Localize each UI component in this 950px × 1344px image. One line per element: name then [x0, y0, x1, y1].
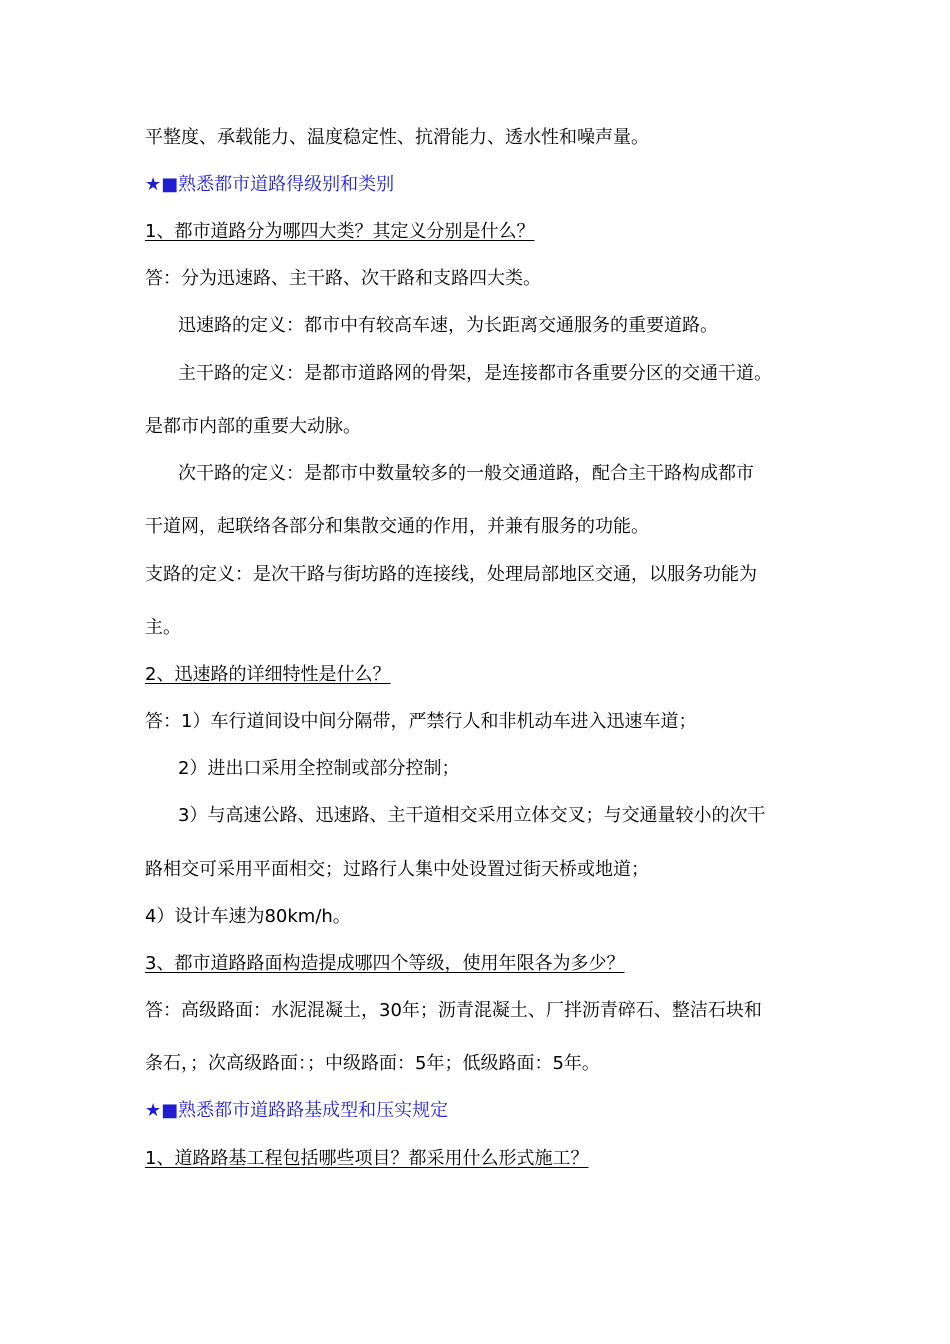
question-heading: 3、都市道路路面构造提成哪四个等级，使用年限各为多少？: [145, 953, 625, 974]
answer-text: 主。: [145, 617, 181, 638]
answer-text: 条石，；次高级路面：；中级路面：5年；低级路面：5年。: [145, 1053, 600, 1074]
question-heading: 1、道路路基工程包括哪些项目？都采用什么形式施工？: [145, 1148, 589, 1169]
answer-text: 答：1）车行道间设中间分隔带，严禁行人和非机动车进入迅速车道；: [145, 711, 697, 732]
answer-text: 3）与高速公路、迅速路、主干道相交采用立体交叉；与交通量较小的次干: [178, 805, 766, 826]
answer-text: 答：高级路面：水泥混凝土，30年；沥青混凝土、厂拌沥青碎石、整洁石块和: [145, 1000, 762, 1021]
answer-text: 2）进出口采用全控制或部分控制；: [178, 758, 460, 779]
answer-text: 路相交可采用平面相交；过路行人集中处设置过街天桥或地道；: [145, 859, 649, 880]
answer-text: 是都市内部的重要大动脉。: [145, 416, 361, 437]
answer-text: 次干路的定义：是都市中数量较多的一般交通道路，配合主干路构成都市: [178, 463, 754, 484]
question-heading: 1、都市道路分为哪四大类？其定义分别是什么？: [145, 221, 535, 242]
answer-text: 4）设计车速为80km/h。: [145, 906, 351, 927]
paragraph-text: 平整度、承载能力、温度稳定性、抗滑能力、透水性和噪声量。: [145, 127, 649, 148]
answer-text: 答：分为迅速路、主干路、次干路和支路四大类。: [145, 268, 541, 289]
section-heading: ★■熟悉都市道路路基成型和压实规定: [145, 1100, 449, 1121]
answer-text: 迅速路的定义：都市中有较高车速，为长距离交通服务的重要道路。: [178, 315, 718, 336]
answer-text: 支路的定义：是次干路与街坊路的连接线，处理局部地区交通，以服务功能为: [145, 564, 757, 585]
section-heading: ★■熟悉都市道路得级别和类别: [145, 174, 395, 195]
question-heading: 2、迅速路的详细特性是什么？: [145, 664, 391, 685]
answer-text: 主干路的定义：是都市道路网的骨架，是连接都市各重要分区的交通干道。: [178, 363, 772, 384]
answer-text: 干道网，起联络各部分和集散交通的作用，并兼有服务的功能。: [145, 516, 649, 537]
